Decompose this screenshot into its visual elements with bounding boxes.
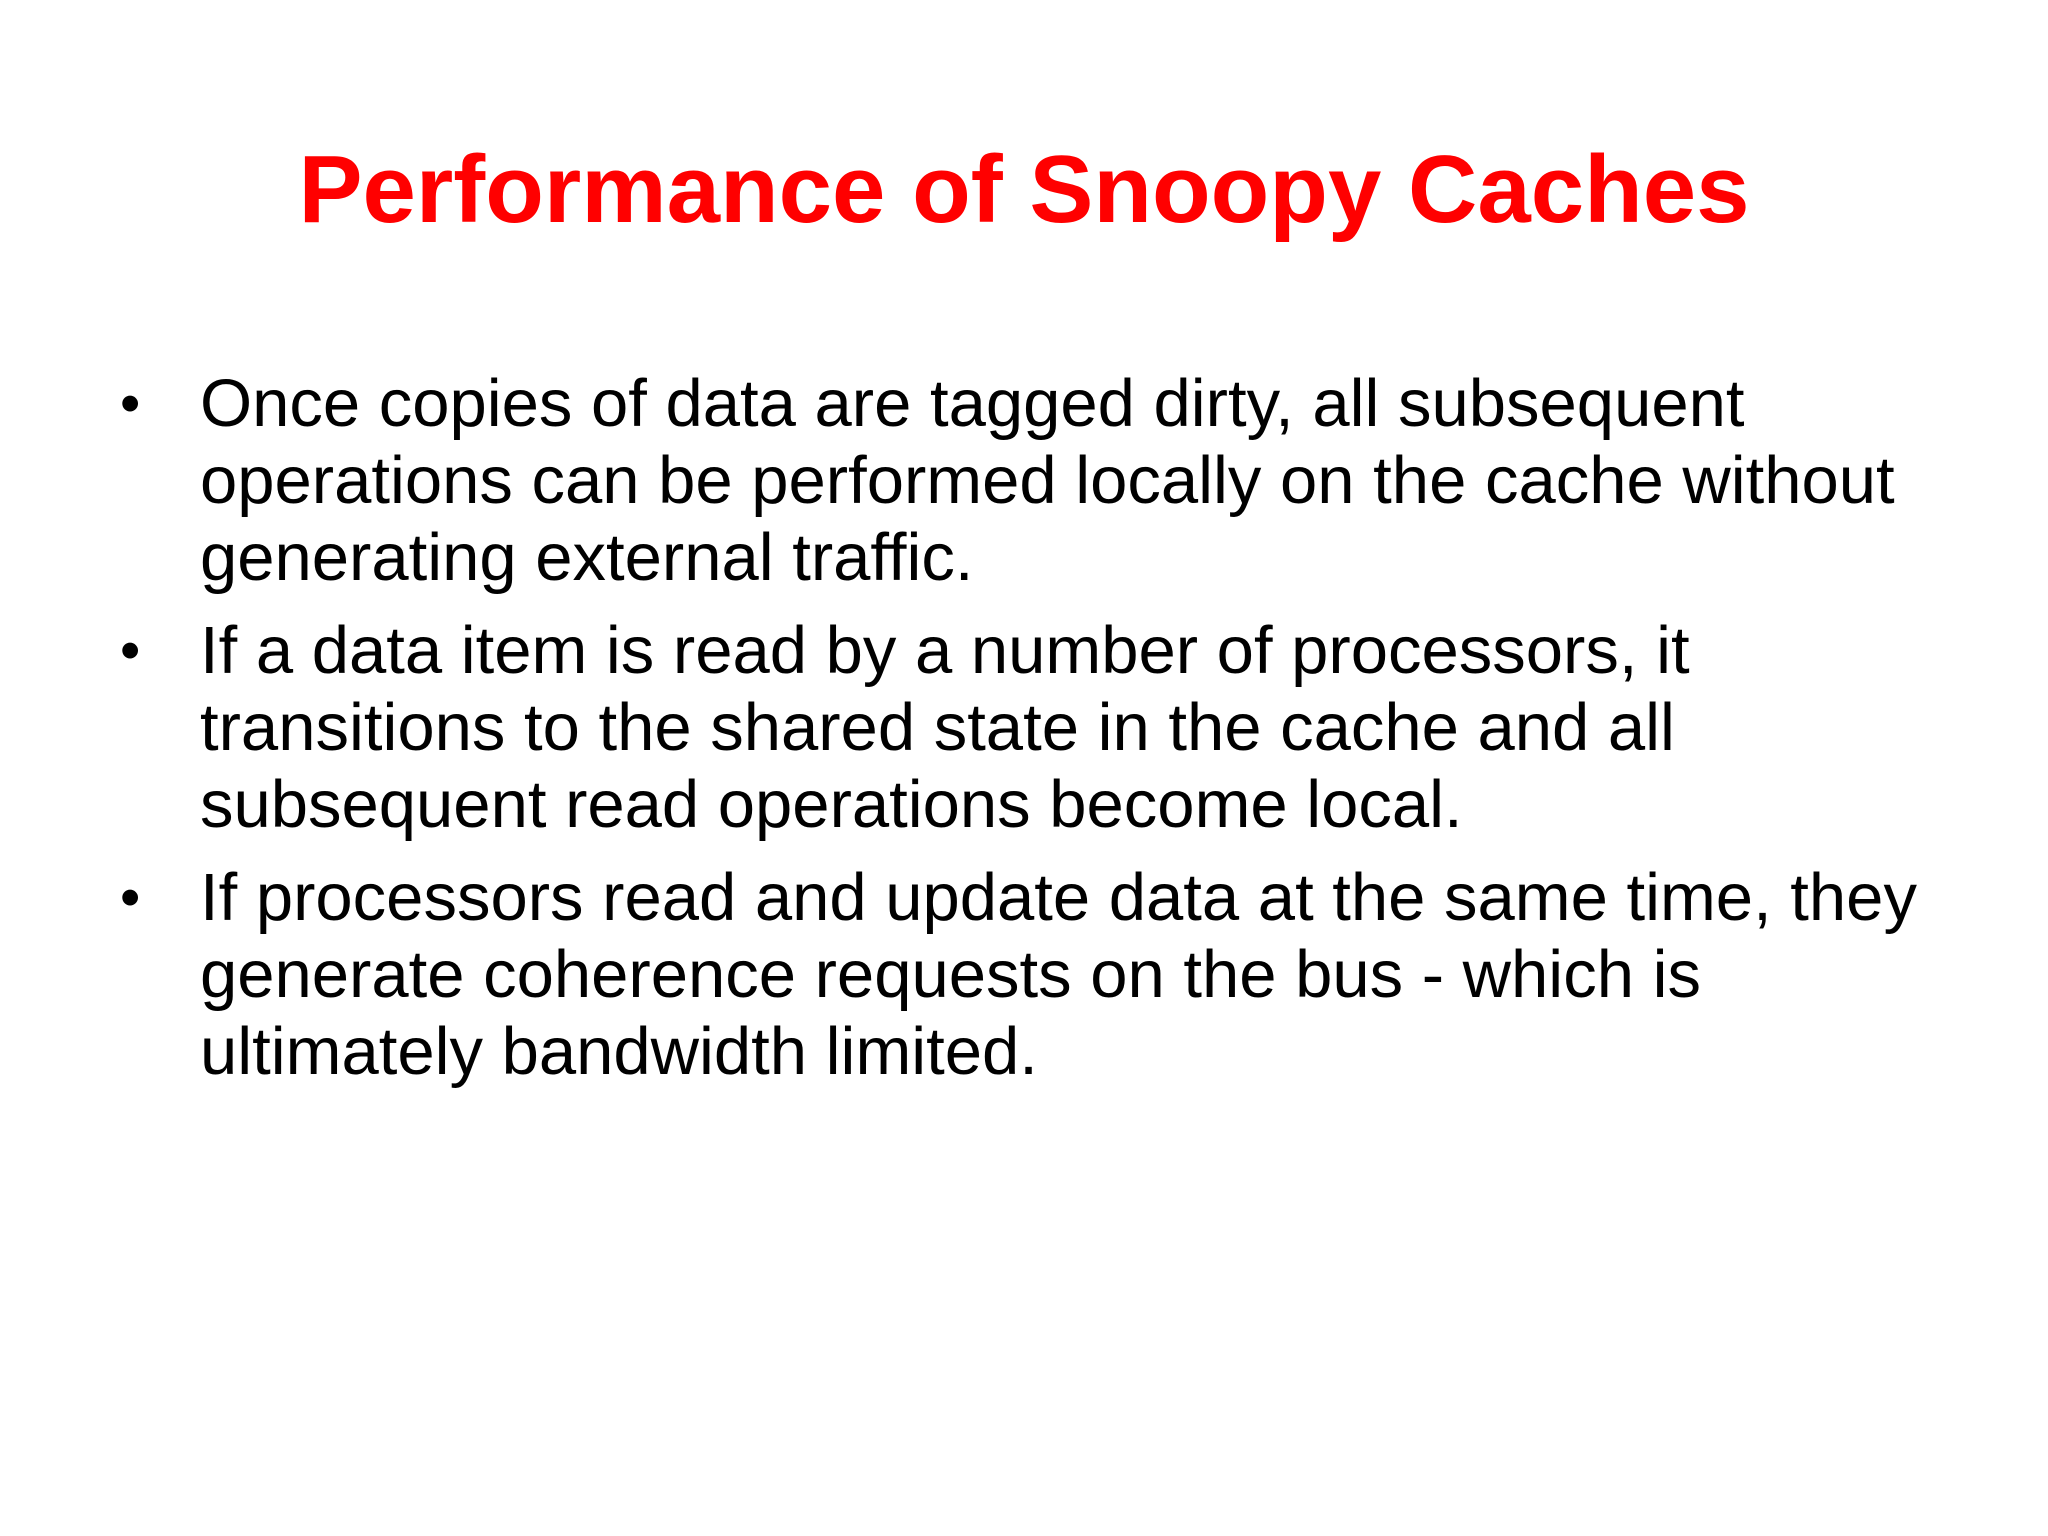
- bullet-text: If a data item is read by a number of processors, it transitions to the shared state in the cache and all subsequent read operations become local.: [200, 613, 1690, 842]
- bullet-item: [110, 365, 1970, 596]
- slide-title: Performance of Snoopy Caches: [298, 136, 1750, 243]
- bullet-text: Once copies of data are tagged dirty, all subsequent operations can be performed locally on the cache without generating external traffic.: [200, 366, 1895, 595]
- bullet-text: If processors read and update data at the same time, they generate coherence requests on the bus - which is ultimately bandwidth limited.: [200, 860, 1917, 1089]
- bullet-icon: •: [120, 618, 141, 683]
- bullet-list: [110, 365, 1970, 1106]
- bullet-item: [110, 612, 1970, 843]
- bullet-icon: •: [120, 371, 141, 436]
- bullet-item: [110, 859, 1970, 1090]
- bullet-icon: •: [120, 865, 141, 930]
